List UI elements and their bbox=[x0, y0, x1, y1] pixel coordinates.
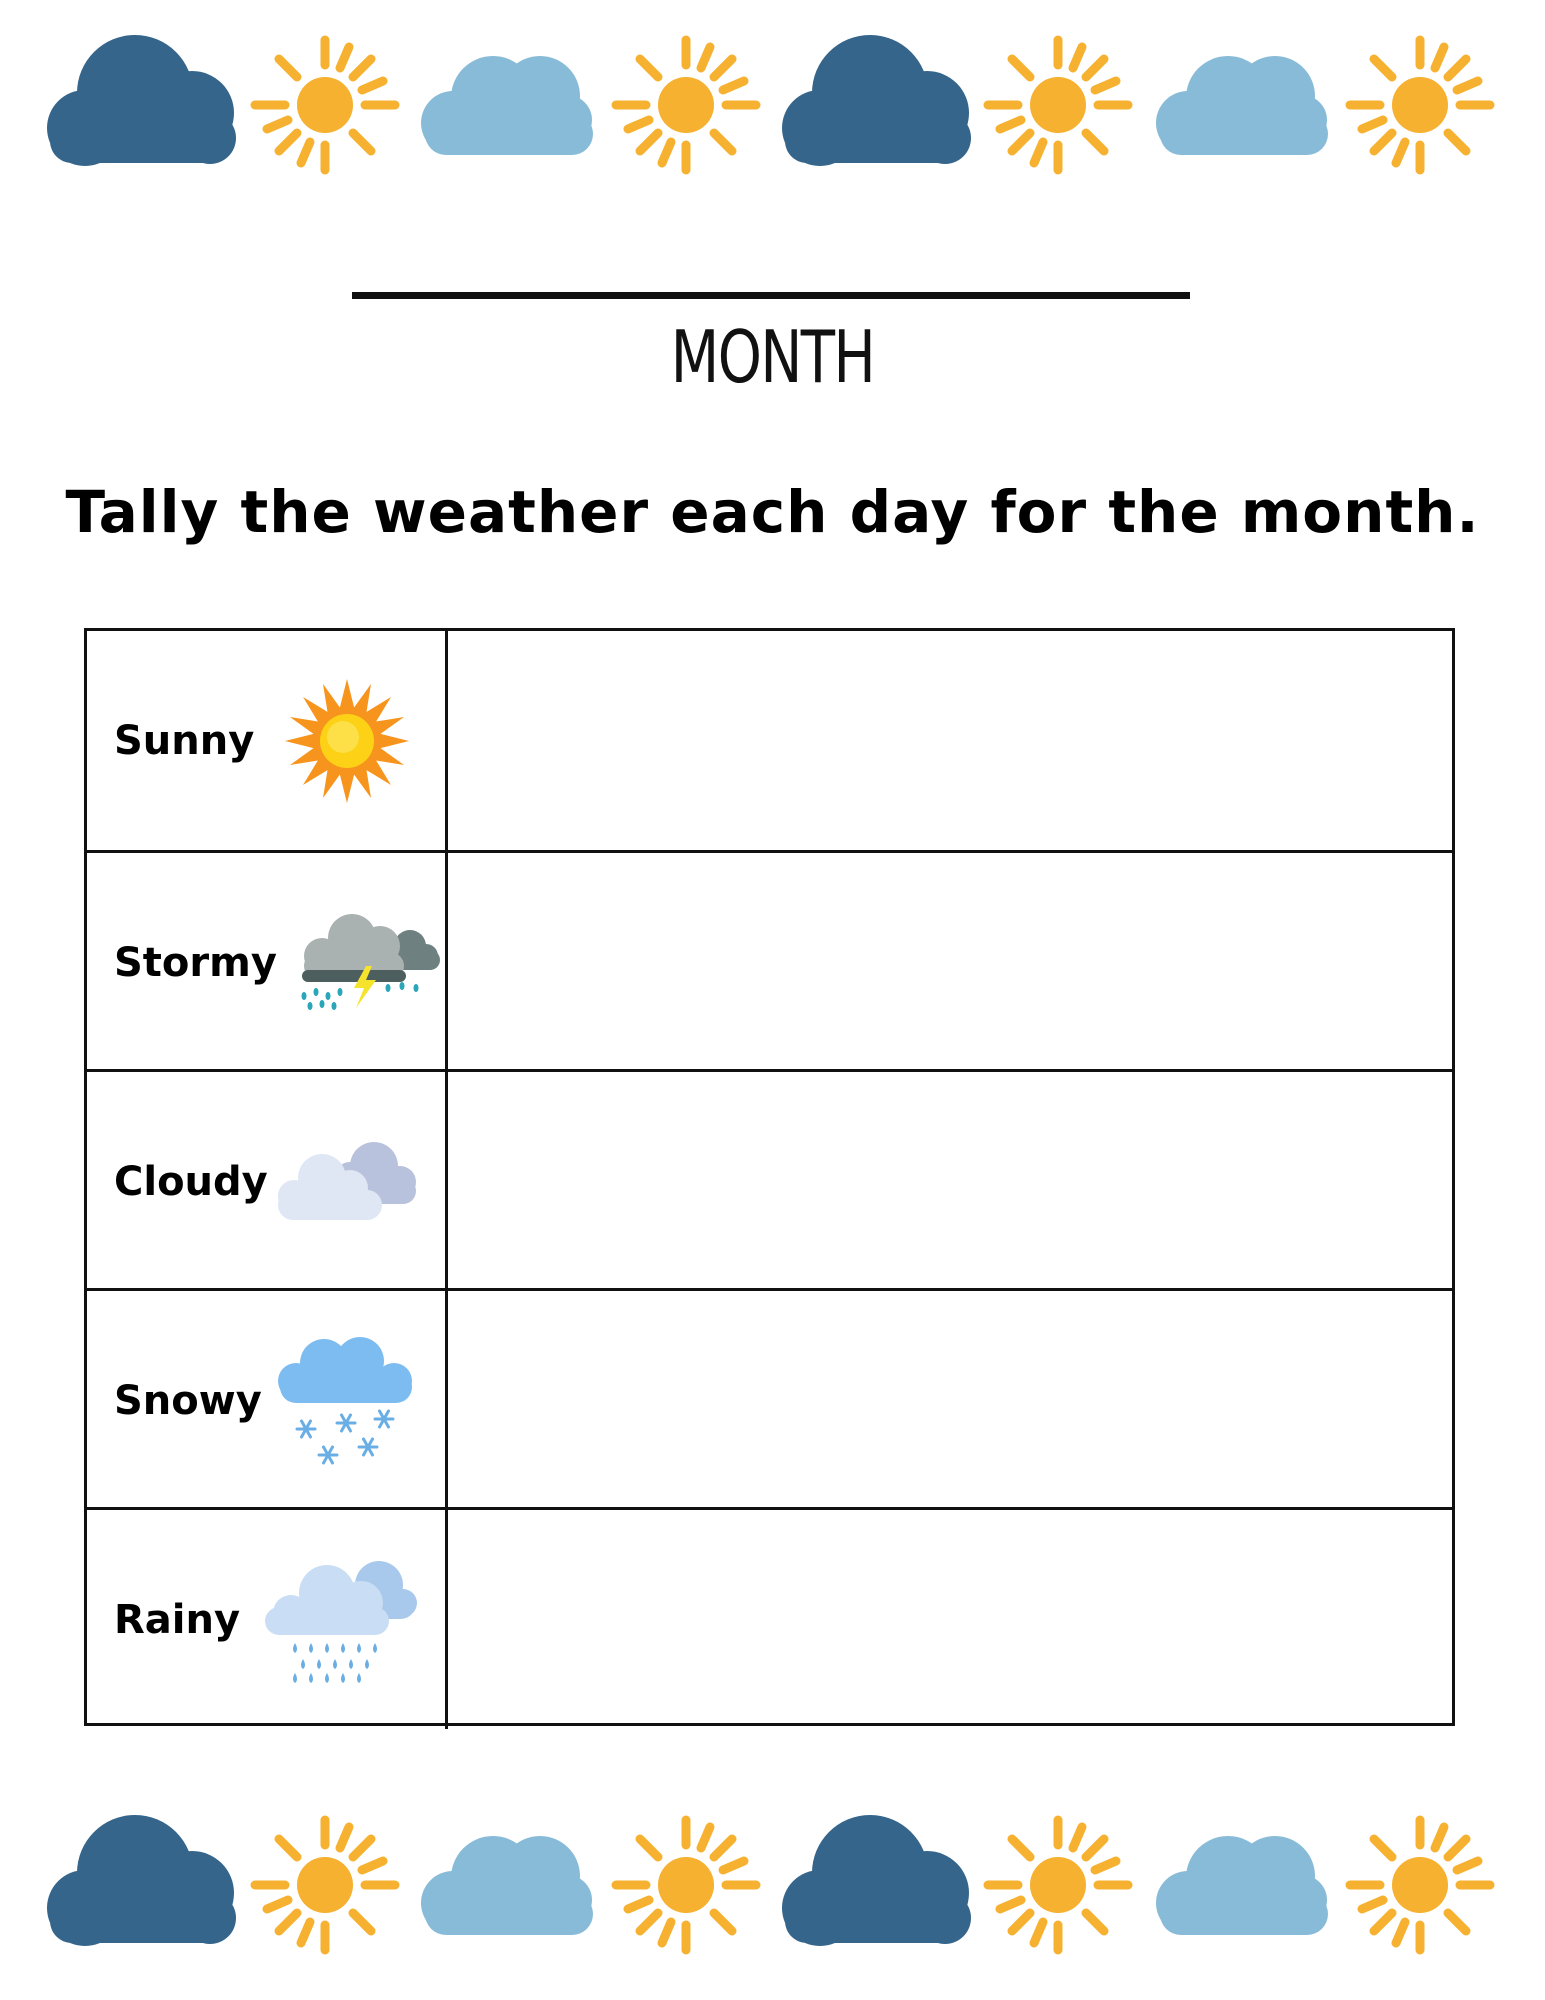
label-cell bbox=[87, 1510, 448, 1729]
weather-label: Rainy bbox=[114, 1596, 241, 1643]
sun-icon bbox=[1350, 1820, 1490, 1950]
light-cloud-icon bbox=[1156, 56, 1328, 155]
light-cloud-icon bbox=[421, 56, 593, 155]
tally-row-cloudy bbox=[87, 1069, 1452, 1291]
dark-cloud-icon bbox=[782, 35, 971, 166]
tally-cell[interactable] bbox=[448, 1072, 1452, 1291]
sun-icon bbox=[255, 40, 395, 170]
label-cell bbox=[87, 1072, 448, 1291]
cloudy-icon bbox=[272, 1134, 422, 1230]
sun-icon bbox=[255, 1820, 395, 1950]
month-label: MONTH bbox=[670, 315, 875, 399]
sun-icon bbox=[988, 1820, 1128, 1950]
stormy-icon bbox=[292, 908, 444, 1018]
dark-cloud-icon bbox=[47, 1815, 236, 1946]
sun-icon bbox=[988, 40, 1128, 170]
bottom-border-svg bbox=[0, 1810, 1545, 1960]
light-cloud-icon bbox=[421, 1836, 593, 1935]
tally-row-sunny bbox=[87, 631, 1452, 850]
weather-label: Snowy bbox=[114, 1377, 262, 1424]
tally-row-rainy bbox=[87, 1507, 1452, 1729]
tally-row-snowy bbox=[87, 1288, 1452, 1510]
tally-cell[interactable] bbox=[448, 1291, 1452, 1510]
tally-table bbox=[84, 628, 1455, 1726]
label-cell bbox=[87, 853, 448, 1072]
weather-label: Sunny bbox=[114, 717, 255, 764]
sunny-icon bbox=[282, 676, 412, 806]
weather-label: Cloudy bbox=[114, 1158, 268, 1205]
instructions-text: Tally the weather each day for the month. bbox=[65, 478, 1480, 546]
dark-cloud-icon bbox=[47, 35, 236, 166]
sun-icon bbox=[616, 1820, 756, 1950]
label-cell bbox=[87, 1291, 448, 1510]
bottom-decorative-border bbox=[0, 1810, 1545, 1960]
top-decorative-border bbox=[0, 30, 1545, 180]
top-border-svg bbox=[0, 30, 1545, 180]
snowy-icon bbox=[272, 1331, 422, 1471]
dark-cloud-icon bbox=[782, 1815, 971, 1946]
tally-row-stormy bbox=[87, 850, 1452, 1072]
weather-label: Stormy bbox=[114, 939, 277, 986]
rainy-icon bbox=[257, 1555, 422, 1685]
month-write-line bbox=[352, 292, 1190, 299]
tally-cell[interactable] bbox=[448, 853, 1452, 1072]
sun-icon bbox=[1350, 40, 1490, 170]
label-cell bbox=[87, 631, 448, 850]
light-cloud-icon bbox=[1156, 1836, 1328, 1935]
sun-icon bbox=[616, 40, 756, 170]
tally-cell[interactable] bbox=[448, 1510, 1452, 1729]
tally-cell[interactable] bbox=[448, 631, 1452, 850]
